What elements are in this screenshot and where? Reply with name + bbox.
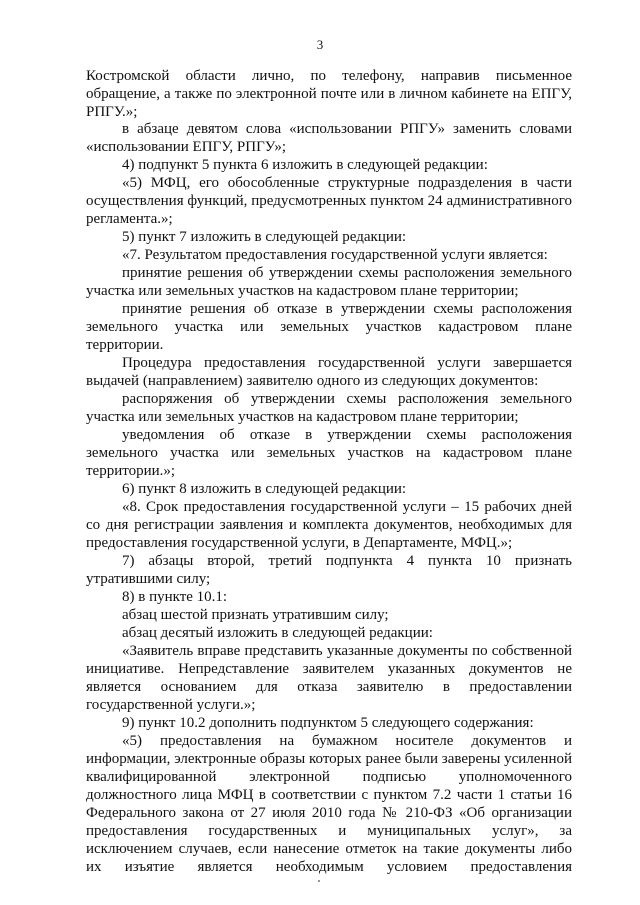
paragraph-11: уведомления об отказе в утверждении схемы расположения земельного участка или земельных участков на кадастровом плане территории.»; <box>86 427 572 479</box>
paragraph-5: 5) пункт 7 изложить в следующей редакции: <box>122 229 407 245</box>
paragraph-1: Костромской области лично, по телефону, направив письменное обращение, а также по электронной почте или в личном кабинете на ЕПГУ, РПГУ.»; <box>86 68 572 120</box>
paragraph-6: «7. Результатом предоставления государственной услуги является: <box>122 247 548 263</box>
paragraph-19: 9) пункт 10.2 дополнить подпунктом 5 следующего содержания: <box>122 715 534 731</box>
paragraph-7: принятие решения об утверждении схемы расположения земельного участка или земельных участков на кадастровом плане территории; <box>86 265 572 299</box>
paragraph-2: в абзаце девятом слова «использовании РПГУ» заменить словами «использовании ЕПГУ, РПГУ»; <box>86 121 572 155</box>
scan-speck <box>318 880 320 882</box>
paragraph-17: абзац десятый изложить в следующей редакции: <box>122 625 433 641</box>
page-number: 3 <box>316 37 324 52</box>
paragraph-20: «5) предоставления на бумажном носителе документов и информации, электронные образы которых ранее были заверены усиленной квалифицированной электронной подписью уполномоченного должностного лица МФЦ в соответствии с пунктом 7.2 части 1 статьи 16 Федерального закона от 27 июля 2010 года № 210-ФЗ «Об организации предоставления государственных и муниципальных услуг», за исключением случаев, если нанесение отметок на такие документы либо их изъятие является необходимым условием предоставления <box>86 733 572 875</box>
paragraph-14: 7) абзацы второй, третий подпункта 4 пункта 10 признать утратившими силу; <box>86 553 572 587</box>
paragraph-13: «8. Срок предоставления государственной услуги – 15 рабочих дней со дня регистрации заявления и комплекта документов, необходимых для предоставления государственной услуги, в Департаменте, МФЦ.»; <box>86 499 572 551</box>
paragraph-16: абзац шестой признать утратившим силу; <box>122 607 389 623</box>
paragraph-12: 6) пункт 8 изложить в следующей редакции: <box>122 481 407 497</box>
paragraph-9: Процедура предоставления государственной услуги завершается выдачей (направлением) заявителю одного из следующих документов: <box>86 355 572 389</box>
paragraph-8: принятие решения об отказе в утверждении схемы расположения земельного участка или земельных участков кадастровом плане территории. <box>86 301 572 353</box>
paragraph-4: «5) МФЦ, его обособленные структурные подразделения в части осуществления функций, предусмотренных пунктом 24 административного регламента.»; <box>86 175 572 227</box>
paragraph-10: распоряжения об утверждении схемы расположения земельного участка или земельных участков на кадастровом плане территории; <box>86 391 572 425</box>
paragraph-3: 4) подпункт 5 пункта 6 изложить в следующей редакции: <box>122 157 488 173</box>
paragraph-18: «Заявитель вправе представить указанные документы по собственной инициативе. Непредставление заявителем указанных документов не является основанием для отказа заявителю в предоставлении государственной услуги.»; <box>86 643 572 713</box>
paragraph-15: 8) в пункте 10.1: <box>122 589 228 605</box>
